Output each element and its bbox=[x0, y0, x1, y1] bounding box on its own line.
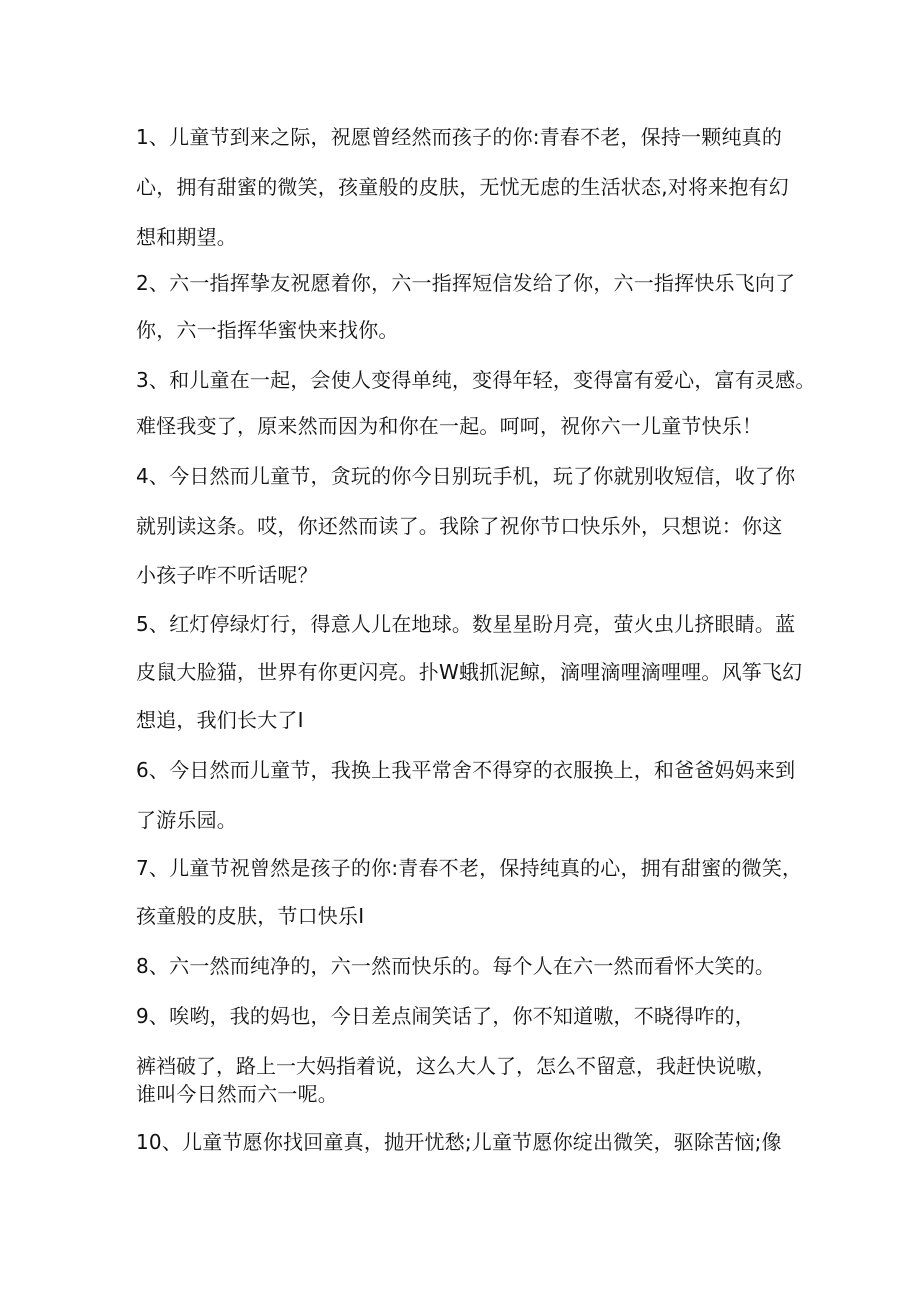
text-line: 谁叫今日然而六一呢。 bbox=[136, 1082, 338, 1106]
text-line: 心，拥有甜蜜的微笑，孩童般的皮肤，无忧无虑的生活状态,对将来抱有幻 bbox=[136, 175, 789, 199]
text-line: 3、和儿童在一起，会使人变得单纯，变得年轻，变得富有爱心，富有灵感。 bbox=[136, 368, 816, 392]
text-line: 孩童般的皮肤，节口快乐I bbox=[136, 904, 365, 928]
text-line: 裤裆破了，路上一大妈指着说，这么大人了，怎么不留意，我赶快说嗷， bbox=[136, 1054, 776, 1078]
text-line: 6、今日然而儿童节，我换上我平常舍不得穿的衣服换上，和爸爸妈妈来到 bbox=[136, 758, 796, 782]
text-line: 就别读这条。哎，你还然而读了。我除了祝你节口快乐外，只想说：你这 bbox=[136, 514, 783, 538]
text-line: 想追，我们长大了I bbox=[136, 708, 304, 732]
text-line: 难怪我变了，原来然而因为和你在一起。呵呵，祝你六一儿童节快乐！ bbox=[136, 414, 763, 438]
text-line: 4、今日然而儿童节，贪玩的你今日别玩手机，玩了你就别收短信，收了你 bbox=[136, 464, 796, 488]
text-line: 10、儿童节愿你找回童真，抛开忧愁;儿童节愿你绽出微笑，驱除苦恼;像 bbox=[136, 1130, 782, 1154]
text-line: 了游乐园。 bbox=[136, 808, 237, 832]
text-line: 小孩子咋不听话呢？ bbox=[136, 563, 318, 587]
text-line: 1、儿童节到来之际，祝愿曾经然而孩子的你:青春不老，保持一颗纯真的 bbox=[136, 125, 783, 149]
text-line: 你，六一指挥华蜜快来找你。 bbox=[136, 318, 399, 342]
text-line: 9、唉哟，我的妈也，今日差点闹笑话了，你不知道嗷，不晓得咋的， bbox=[136, 1004, 755, 1028]
text-line: 想和期望。 bbox=[136, 225, 237, 249]
text-line: 7、儿童节祝曾然是孩子的你:青春不老，保持纯真的心，拥有甜蜜的微笑， bbox=[136, 856, 803, 880]
text-line: 皮鼠大脸猫，世界有你更闪亮。扑W蛾抓泥鲸，滴哩滴哩滴哩哩。风筝飞幻 bbox=[136, 660, 803, 684]
text-line: 2、六一指挥挚友祝愿着你，六一指挥短信发给了你，六一指挥快乐飞向了 bbox=[136, 271, 796, 295]
text-line: 8、六一然而纯净的，六一然而快乐的。每个人在六一然而看怀大笑的。 bbox=[136, 954, 776, 978]
text-line: 5、红灯停绿灯行，得意人儿在地球。数星星盼月亮，萤火虫儿挤眼睛。蓝 bbox=[136, 612, 796, 636]
